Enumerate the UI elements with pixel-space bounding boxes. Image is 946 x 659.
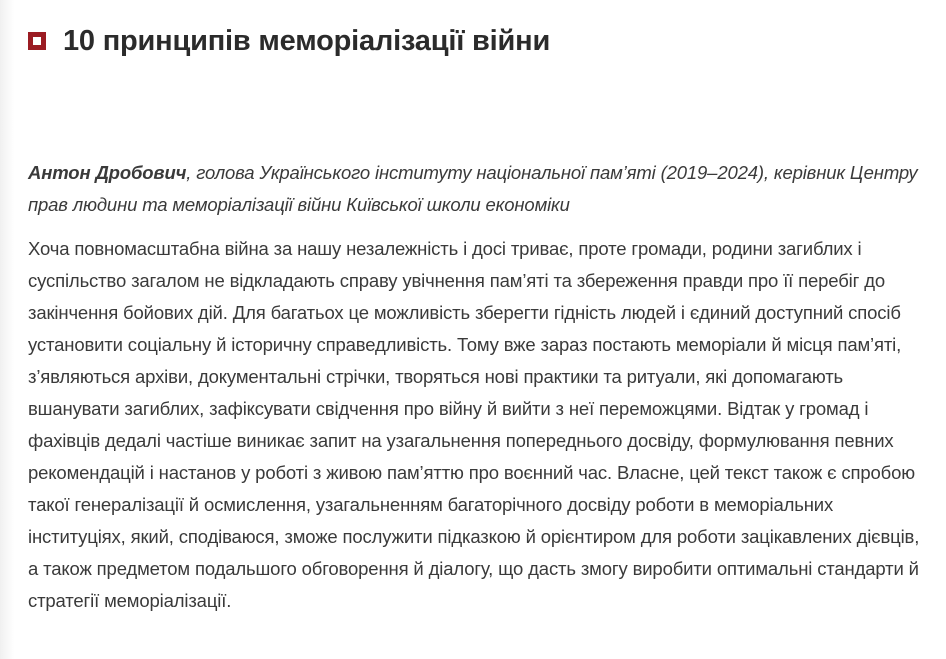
author-byline [28, 157, 933, 221]
article-paragraph: Хоча повномасштабна війна за нашу незалежність і досі триває, проте громади, родини загиблих і суспільство загалом не відкладають справу увічнення пам’яті та збереження правди про її перебіг до закінчення бойових дій. Для багатьох це можливість зберегти гідність людей і єдиний доступний спосіб установити соціальну й історичну справедливість. Тому вже зараз постають меморіали й місця пам’яті, з’являються архіви, документальні стрічки, творяться нові практики та ритуали, які допомагають вшанувати загиблих, зафіксувати свідчення про війну й вийти з неї переможцями. Відтак у громад і фахівців дедалі частіше виникає запит на узагальнення попереднього досвіду, формулювання певних рекомендацій і настанов у роботі з живою пам’яттю про воєнний час. Власне, цей текст також є спробою такої генералізації й осмислення, узагальненням багаторічного досвіду роботи в меморіальних інституціях, який, сподіваюся, зможе послужити підказкою й орієнтиром для роботи зацікавлених дієвців, а також предметом подальшого обговорення й діалогу, що дасть змогу виробити оптимальні стандарти й стратегії меморіалізації. [28, 238, 920, 611]
author-description: , голова Українського інституту національної пам’яті (2019–2024), керівник Центру прав людини та меморіалізації війни Київської школи економіки [28, 162, 918, 215]
page-title: 10 принципів меморіалізації війни [63, 25, 551, 57]
square-bullet-icon [28, 32, 46, 50]
author-name: Антон Дробович [28, 162, 187, 183]
title-row [28, 22, 550, 60]
page-edge-shadow [0, 0, 14, 659]
